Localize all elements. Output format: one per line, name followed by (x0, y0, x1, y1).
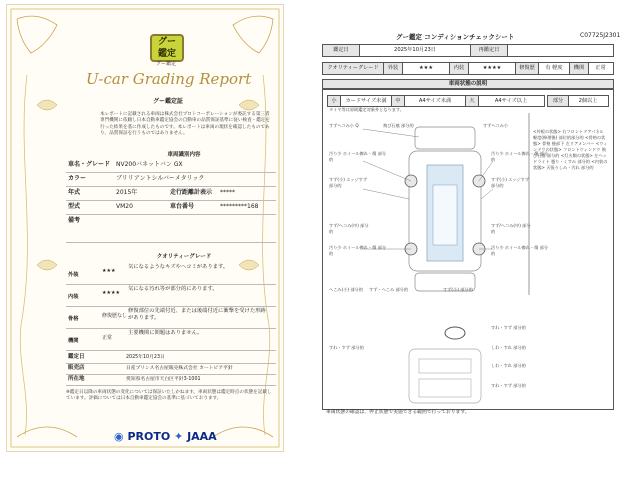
damage-label: しわ・すれ 部分的 (491, 345, 526, 350)
damage-label: しわ・すれ 部分的 (491, 363, 526, 368)
inspection-date-label: 鑑定日 (323, 45, 360, 56)
grade-description: 主要機関に問題はありません。 (128, 330, 203, 336)
frame-label: 修復歴 (516, 63, 539, 74)
damage-label: すずへコみ小 Q (329, 123, 359, 128)
grade-row-exterior (66, 262, 276, 285)
proto-logo (114, 430, 170, 443)
sheet-footer-note: 車両状態の確認は、停止状態で実施できる範囲で行っております。 (326, 410, 470, 415)
recheck-date-label: 再鑑定日 (471, 45, 508, 56)
grade-description: 修復部位の先端付近、または後端付近に衝撃を受けた形跡があります。 (128, 308, 266, 321)
grade-label: 機関 (68, 338, 79, 344)
size-small-label: 小 (328, 96, 341, 106)
row-value: 2025年10月23日 (126, 355, 165, 360)
row-value: 日産プリンス名古屋販売株式会社 カートピア平針 (126, 366, 233, 371)
interior-stars: ★★★★ (469, 63, 516, 74)
damage-label: すず/へコみ(中) 部分的 (329, 223, 369, 234)
row-label: 年式 (68, 189, 81, 196)
vehicle-row-model (66, 158, 276, 173)
damage-label: 汚り少 ホイール擦れ・傷 部分的 (491, 151, 549, 162)
damage-label: 汚り少 ホイール擦れ・傷 部分的 (329, 245, 387, 256)
row-label: 販売店 (68, 365, 85, 371)
check-sheet-title: グー鑑定 コンディションチェックシート (396, 33, 515, 41)
condition-notes: <外板の状態> 右フロントドアパネル 軽度(修理後) 部位的部分的 <骨格の状態> 骨格 後部下 左リアメンバー <ウィンドウの状態> フロントウィンドウ 飛び石痕 部分的 <灯火類の状態> 左ヘッドライト 曇り・くすみ 部分的 <内装の状態> 天張りしみ・汚れ 部分的 (533, 129, 608, 170)
engine-value: 正常 (595, 65, 606, 71)
issued-row-address (66, 374, 276, 386)
grade-label: 内装 (68, 294, 79, 300)
parts-value: 2個以上 (578, 98, 598, 104)
damage-label: すず(小) エッジすず 部分的 (491, 177, 530, 188)
damage-label: 飛び石痕 部分的 (383, 123, 414, 128)
damage-label: すず(小) 部分的 (443, 287, 473, 292)
grade-description: 気になる汚れ等が部分的にあります。 (128, 286, 218, 292)
vehicle-row-year (66, 186, 276, 201)
damage-label: すず・へこみ 部分的 (369, 287, 409, 292)
grade-value: 修復歴なし (102, 313, 128, 319)
caution-text: タイヤ等は原則鑑定対象外となります。 (329, 107, 404, 112)
row-label: 鑑定日 (68, 354, 85, 360)
jaaa-mark-icon: ✦ (174, 430, 184, 443)
proto-logo-text: PROTO (127, 430, 171, 443)
vehicle-state-header: 車両状態の説明 (322, 79, 614, 90)
jaaa-logo (174, 430, 217, 443)
row-label-2: 走行距離計表示 (170, 189, 213, 196)
damage-label: 汚り少 ホイール擦れ・傷 部分的 (491, 245, 549, 256)
row-value: VM20 (116, 203, 133, 210)
quality-grade-label: クオリティーグレード (323, 63, 384, 74)
damage-label: すれ・すず 部分的 (491, 325, 526, 330)
interior-label: 内装 (450, 63, 469, 74)
row-label: 備考 (68, 217, 81, 224)
grade-stars: ★★★ (102, 268, 116, 274)
jaaa-logo-text: JAAA (187, 430, 217, 443)
vehicle-diagram-area (322, 88, 614, 410)
row-value: NV200バネットバン GX (116, 161, 183, 168)
proto-mark-icon: ◉ (114, 430, 124, 443)
grade-row-interior (66, 284, 276, 307)
exterior-label: 外装 (384, 63, 403, 74)
frame-value: 有 軽度 (539, 63, 570, 74)
certificate-notes: ※鑑定日以降の車両状態の変化については保証いたしかねます。車両状態は鑑定時点の状態を記載しています。評価については日本自動車鑑定協会の基準に基づいております。 (66, 390, 272, 401)
size-large-label: 大 (466, 96, 479, 106)
vehicle-row-type (66, 200, 276, 215)
row-value-2: *********168 (220, 203, 259, 210)
row-label: カラー (68, 175, 87, 182)
grade-label: 骨格 (68, 316, 79, 322)
row-value: ブリリアントシルバーメタリック (116, 175, 205, 182)
badge-label: グー鑑定 (155, 61, 176, 67)
vehicle-section-title: 車両識別内容 (167, 152, 201, 158)
report-title: U-car Grading Report (86, 70, 252, 88)
grade-label: 外装 (68, 272, 79, 278)
row-value: 愛知県名古屋市天白区平針3-1001 (126, 377, 201, 382)
vehicle-row-remarks (66, 214, 276, 243)
quality-grade-title: クオリティーグレード (156, 254, 212, 260)
certificate-body-text: 本レポートに記載される車両は株式会社プロトコーポレーションが委託する第三者専門機関に依頼し日本自動車鑑定協会の自動車の品質保証基準に従い検査・鑑定を行った結果を基に作成したものです。本レポートは車両の現状を確認したものであり、品質保証を行うものではありません。 (100, 112, 270, 137)
grade-row-engine (66, 328, 276, 351)
damage-label: すずへコみ小 (483, 123, 509, 128)
damage-label: すれ・すず 部分的 (491, 383, 526, 388)
row-label: 所在地 (68, 376, 85, 382)
inspection-date-value: 2025年10月23日 (360, 45, 471, 56)
grade-value: 正常 (102, 335, 113, 341)
row-label-2: 車台番号 (170, 203, 195, 210)
grade-description: 気になるようなキズやヘコミがあります。 (128, 264, 229, 270)
size-large-desc: A4サイズ以上 (494, 98, 528, 104)
grade-row-frame (66, 306, 276, 329)
damage-label: 汚り少 ホイール擦れ・傷 部分的 (329, 151, 387, 162)
row-label: 型式 (68, 203, 81, 210)
damage-label: へこみ(小) 部分的 (329, 287, 363, 292)
vehicle-row-color (66, 172, 276, 187)
date-row (322, 44, 614, 57)
damage-label: すれ・すず 部分的 (329, 345, 364, 350)
grade-stars: ★★★★ (102, 290, 120, 296)
size-medium-label: 中 (392, 96, 405, 106)
document-code: C07725J2301 (580, 32, 621, 39)
certificate-heading: グー鑑定証 (153, 98, 184, 105)
row-value-2: ***** (220, 189, 235, 196)
row-value: 2015年 (116, 189, 138, 196)
size-small-desc: カードサイズ未満 (341, 96, 392, 106)
goo-appraisal-badge: グー 鑑定 (150, 34, 184, 62)
damage-label: すず/へコみ(中) 部分的 (491, 223, 531, 234)
size-medium-desc: A4サイズ未満 (405, 96, 466, 106)
parts-label: 部分 (548, 96, 569, 106)
engine-label: 機関 (570, 63, 589, 74)
row-label: 車名・グレード (68, 161, 111, 168)
damage-label: すず(小) エッジすず 部分的 (329, 177, 368, 188)
exterior-stars: ★★★ (403, 63, 450, 74)
grade-summary-row (322, 62, 614, 75)
